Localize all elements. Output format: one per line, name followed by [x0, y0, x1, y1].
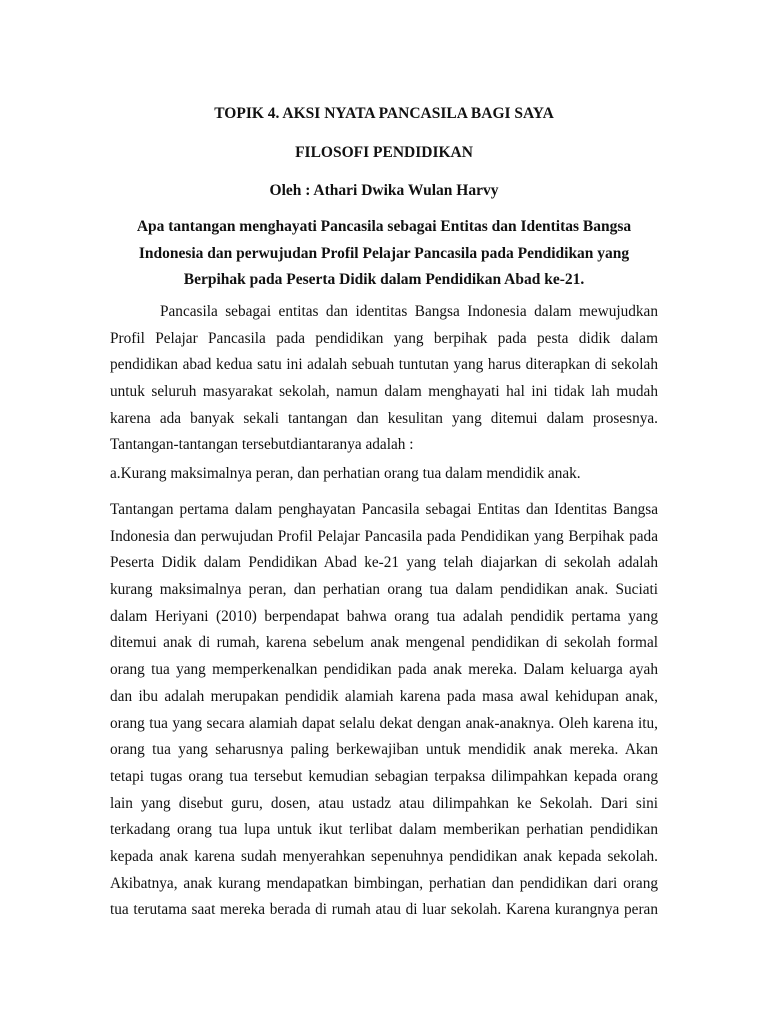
paragraph-line: dalam Heriyani (2010) berpendapat bahwa orang tua adalah pendidik pertama yang [110, 607, 658, 625]
paragraph-line: tua terutama saat mereka berada di rumah atau di luar sekolah. Karena kurangnya peran [110, 901, 658, 919]
document-title: TOPIK 4. AKSI NYATA PANCASILA BAGI SAYA [214, 105, 554, 122]
paragraph-line: kurang maksimalnya peran, dan perhatian orang tua dalam pendidikan anak. Suciati [110, 581, 658, 599]
paragraph-line: Akibatnya, anak kurang mendapatkan bimbingan, perhatian dan pendidikan dari orang [110, 874, 658, 892]
paragraph-line: Peserta Didik dalam Pendidikan Abad ke-21 yang telah diajarkan di sekolah adalah [110, 554, 658, 572]
question-line: Berpihak pada Peserta Didik dalam Pendidikan Abad ke-21. [183, 271, 585, 288]
paragraph-line: Pancasila sebagai entitas dan identitas Bangsa Indonesia dalam mewujudkan [160, 303, 658, 320]
paragraph-line: orang tua yang memperkenalkan pendidikan pada anak mereka. Dalam keluarga ayah [110, 661, 658, 679]
paragraph-line: orang tua yang secara alamiah dapat selalu dekat dengan anak-anaknya. Oleh karena itu, [110, 714, 658, 732]
paragraph-intro [110, 299, 658, 459]
paragraph-line: ditemui anak di rumah, karena sebelum anak mengenal pendidikan di sekolah formal [110, 634, 658, 652]
paragraph-line: kepada anak karena sudah menyerahkan sepenuhnya pendidikan anak kepada sekolah. [110, 847, 658, 865]
list-item-a [110, 461, 658, 488]
document-subtitle: FILOSOFI PENDIDIKAN [295, 144, 473, 161]
paragraph-line: orang tua yang seharusnya paling berkewajiban untuk mendidik anak mereka. Akan [110, 741, 658, 759]
paragraph-line: Tantangan pertama dalam penghayatan Pancasila sebagai Entitas dan Identitas Bangsa [110, 501, 658, 518]
question-line: Apa tantangan menghayati Pancasila sebagai Entitas dan Identitas Bangsa [136, 218, 632, 235]
question-heading [110, 214, 658, 294]
paragraph-line: Profil Pelajar Pancasila pada pendidikan yang berpihak pada pesta didik dalam [110, 329, 658, 347]
paragraph-challenge-one [110, 497, 658, 924]
paragraph-line: terkadang orang tua lupa untuk ikut terlibat dalam memberikan perhatian pendidikan [110, 821, 658, 839]
paragraph-line: tetapi tugas orang tua tersebut kemudian sebagian terpaksa dilimpahkan kepada orang [110, 767, 658, 785]
paragraph-line: Indonesia dan perwujudan Profil Pelajar Pancasila pada Pendidikan yang Berpihak pada [110, 527, 658, 545]
paragraph-line: Tantangan-tantangan tersebutdiantaranya adalah : [110, 436, 414, 454]
list-item-text: a.Kurang maksimalnya peran, dan perhatian orang tua dalam mendidik anak. [110, 465, 581, 482]
document-author: Oleh : Athari Dwika Wulan Harvy [269, 182, 499, 199]
paragraph-line: lain yang disebut guru, dosen, atau ustadz atau dilimpahkan ke Sekolah. Dari sini [110, 794, 658, 812]
question-line: Indonesia dan perwujudan Profil Pelajar Pancasila pada Pendidikan yang [138, 244, 630, 262]
paragraph-line: karena ada banyak sekali tantangan dan kesulitan yang ditemui dalam prosesnya. [110, 409, 658, 427]
paragraph-line: dan ibu adalah merupakan pendidik alamiah karena pada masa awal kehidupan anak, [110, 687, 658, 705]
paragraph-line: untuk seluruh masyarakat sekolah, namun dalam menghayati hal ini tidak lah mudah [110, 383, 658, 401]
paragraph-line: pendidikan abad kedua satu ini adalah sebuah tuntutan yang harus diterapkan di sekolah [110, 356, 658, 374]
